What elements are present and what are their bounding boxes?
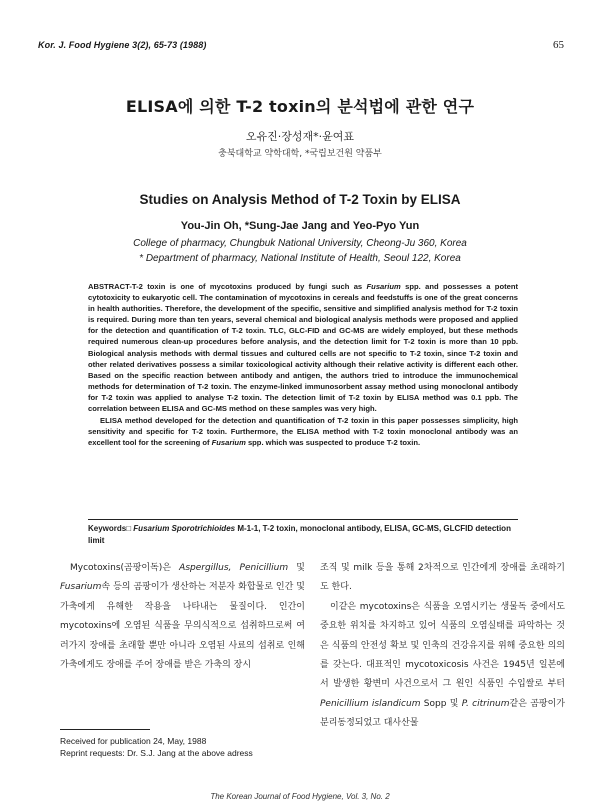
species-name: P. citrinum bbox=[461, 698, 510, 709]
body-paragraph: 조직 및 milk 등을 통해 2차적으로 인간에게 장애를 초래하기도 한다. bbox=[320, 563, 565, 593]
body-text: 이같은 mycotoxins은 식품을 오염시키는 생물독 중에서도 중요한 위치를 차지하고 있어 식품의 오염실태를 파악하는 것은 식품의 안전성 확보 및 인축의 건강유지를 위해 중요한 의의를 갖는다. 대표적인 mycotoxicosis 사건은 1945년 일본에서 발생한 황변미 사건으로서 그 원인 식품인 수입쌀로 부터 bbox=[320, 601, 565, 690]
running-header bbox=[38, 40, 564, 56]
species-name: Penicillium islandicum bbox=[320, 698, 421, 709]
keywords-list: M-1-1, T-2 toxin, monoclonal antibody, ELISA, GC-MS, GLCFID detection limit bbox=[88, 524, 511, 545]
abstract-text: spp. which was suspected to produce T-2 toxin. bbox=[245, 438, 421, 448]
journal-citation: Kor. J. Food Hygiene 3(2), 65-73 (1988) bbox=[38, 40, 207, 50]
abstract-text: spp. and possesses a potent cytotoxicity to eukaryotic cell. The contamination of mycotoxins in cereals and feedstuffs is one of the great concerns in health authorities. Therefore, the development of the specific, sensitive and simplified analysis method for T-2 toxin is required. During more than ten years, several chemical and biological analysis methods were proposed and applied for the detection and quantification of T-2 toxin. TLC, GLC-FID and GC-MS are widely employed, but these methods required numerous clean-up procedures before analysis, and the detection limit for T-2 toxin is more than 10 ppb. Biological analysis methods with dermal tissues and cultured cells are not specific to T-2 toxin, since T-2 toxin and other related derivatives possess a similar toxicological activity although their relative activity is different each other. Based on the specific reaction between antibody and antigen, the authors tried to introduce the immunochemical methods for determination of T-2 toxin. The enzyme-linked immunosorbent assay method using monoclonal antibody for T-2 toxin was applied to analyse T-2 toxin. The detection limit of T-2 toxin by ELISA method was 0.1 ppb. The correlation between ELISA and GC-MS method on these samples was very high. bbox=[88, 282, 519, 414]
body-text: 속 등의 곰팡이가 생산하는 저분자 화합물로 인간 및 가축에게 유해한 작용을 나타내는 물질이다. 인간이 mycotoxins에 오염된 식품을 무의식적으로 섭취하므로써 여러가지 장애를 초래할 뿐만 아니라 오염된 사료의 섭취로 인해 가축에게도 장애를 주어 장애를 받은 가축의 장시 bbox=[60, 582, 305, 671]
abstract-paragraph-2 bbox=[88, 415, 518, 448]
english-affiliation-2: * Department of pharmacy, National Institute of Health, Seoul 122, Korea bbox=[139, 253, 461, 264]
korean-affiliation: 충북대학교 약학대학, *국립보건원 약품부 bbox=[218, 149, 382, 159]
english-authors: You-Jin Oh, *Sung-Jae Jang and Yeo-Pyo Yun bbox=[180, 220, 420, 232]
abstract-text: ABSTRACT-T-2 toxin is one of mycotoxins produced by fungi such as bbox=[88, 282, 367, 291]
footnote-divider bbox=[60, 729, 150, 730]
english-title: Studies on Analysis Method of T-2 Toxin by ELISA bbox=[139, 192, 461, 207]
keywords-label: Keywords□ bbox=[88, 524, 134, 533]
body-text: 및 bbox=[288, 563, 305, 573]
species-name: Fusarium bbox=[60, 582, 102, 593]
keywords bbox=[88, 523, 518, 547]
abstract-text: ELISA method developed for the detection and quantification of T-2 toxin in this paper possesses simplicity, high sensitivity and specific for T-2 toxin. Furthermore, the ELISA method with T-2 toxin monoclonal antibody was an excellent tool for the screening of bbox=[88, 416, 518, 448]
page-number: 65 bbox=[553, 39, 564, 51]
body-paragraph bbox=[320, 598, 565, 734]
body-text: 같은 곰팡이가 분리동정되었고 대사산물 bbox=[320, 698, 566, 729]
footnotes bbox=[60, 735, 305, 759]
english-affiliation-1: College of pharmacy, Chungbuk National University, Cheong-Ju 360, Korea bbox=[133, 238, 467, 249]
korean-authors: 오유진·장성재*·윤여표 bbox=[245, 130, 355, 143]
abstract bbox=[88, 281, 518, 448]
species-name: Aspergillus, Penicillium bbox=[179, 563, 289, 573]
korean-title: ELISA에 의한 T-2 toxin의 분석법에 관한 연구 bbox=[125, 97, 475, 116]
running-footer: The Korean Journal of Food Hygiene, Vol. 3, No. 2 bbox=[210, 792, 390, 801]
species-name: Fusarium bbox=[211, 438, 246, 448]
keywords-divider bbox=[88, 519, 518, 520]
body-text: Sopp 및 bbox=[420, 698, 462, 709]
body-column-right bbox=[320, 559, 565, 734]
body-text: Mycotoxins(곰팡이독)은 bbox=[70, 563, 180, 573]
received-date: Received for publication 24, May, 1988 bbox=[60, 736, 207, 746]
species-name: Fusarium Sporotrichioides bbox=[133, 524, 236, 533]
abstract-paragraph-1 bbox=[88, 281, 518, 414]
body-column-left bbox=[60, 559, 305, 675]
species-name: Fusarium bbox=[366, 282, 401, 291]
reprint-requests: Reprint requests: Dr. S.J. Jang at the above adress bbox=[60, 748, 253, 758]
